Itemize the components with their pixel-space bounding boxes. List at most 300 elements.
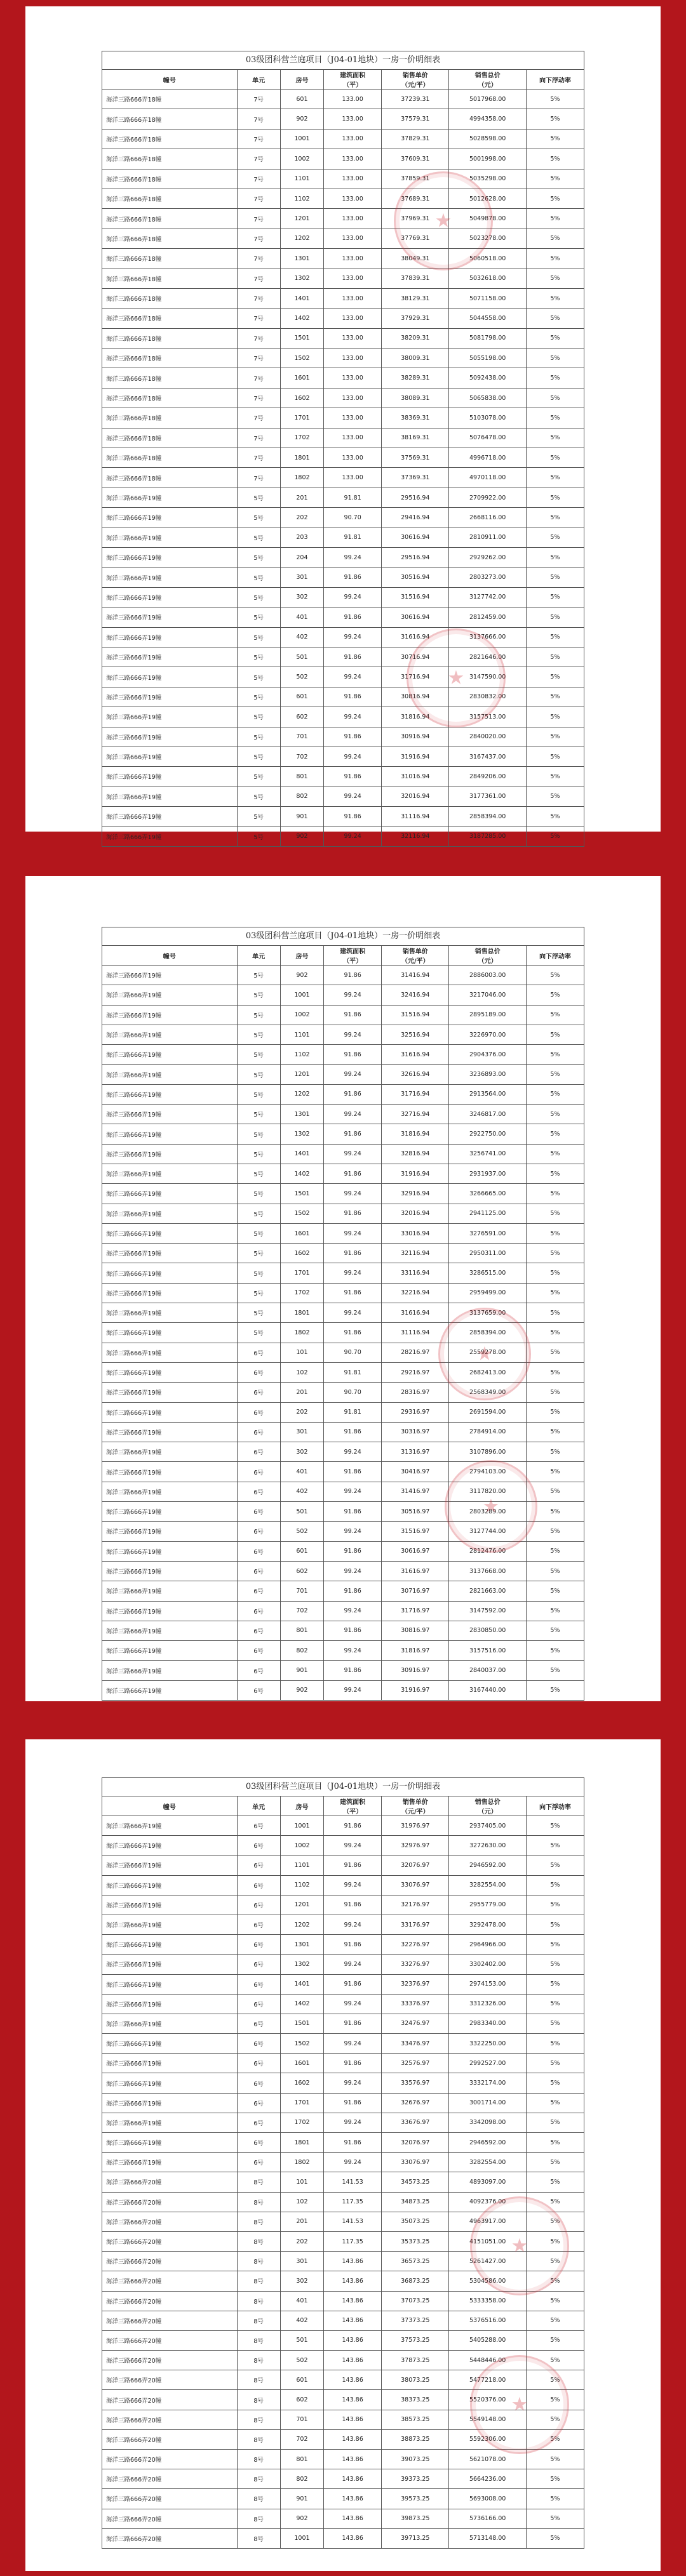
table-row (102, 627, 584, 647)
cell-unit-price: 39713.25 (382, 2528, 449, 2548)
cell-area: 143.86 (324, 2528, 382, 2548)
table-row (102, 767, 584, 787)
cell-discount-rate: 5% (526, 1601, 584, 1621)
cell-total-price: 3312326.00 (449, 1994, 526, 2014)
cell-discount-rate: 5% (526, 547, 584, 567)
cell-discount-rate: 5% (526, 1124, 584, 1144)
table-row (102, 288, 584, 308)
column-header-area: 建筑面积 （平） (324, 1796, 382, 1816)
cell-building: 海洋三路666弄19幢 (102, 1462, 238, 1482)
cell-building: 海洋三路666弄18幢 (102, 169, 238, 189)
cell-unit: 5号 (237, 1303, 280, 1323)
cell-discount-rate: 5% (526, 2212, 584, 2231)
cell-room: 1501 (280, 328, 323, 348)
cell-building: 海洋三路666弄18幢 (102, 249, 238, 269)
table-title: 03级团科营兰庭项目（J04-01地块）一房一价明细表 (102, 1777, 584, 1796)
cell-building: 海洋三路666弄19幢 (102, 1323, 238, 1343)
cell-discount-rate: 5% (526, 1283, 584, 1303)
cell-area: 90.70 (324, 1383, 382, 1402)
cell-discount-rate: 5% (526, 1343, 584, 1362)
cell-discount-rate: 5% (526, 2469, 584, 2489)
cell-discount-rate: 5% (526, 1974, 584, 1994)
cell-total-price: 5103078.00 (449, 408, 526, 428)
cell-unit-price: 32476.97 (382, 2014, 449, 2033)
cell-unit: 7号 (237, 448, 280, 468)
cell-discount-rate: 5% (526, 1680, 584, 1700)
cell-discount-rate: 5% (526, 1303, 584, 1323)
cell-unit: 7号 (237, 309, 280, 328)
cell-unit: 7号 (237, 169, 280, 189)
cell-building: 海洋三路666弄19幢 (102, 1065, 238, 1084)
cell-area: 91.86 (324, 1935, 382, 1955)
table-header-row (102, 1796, 584, 1816)
table-row (102, 349, 584, 368)
cell-discount-rate: 5% (526, 1895, 584, 1915)
cell-building: 海洋三路666弄19幢 (102, 1084, 238, 1104)
cell-room: 1602 (280, 2073, 323, 2093)
cell-room: 1301 (280, 249, 323, 269)
cell-room: 1302 (280, 1955, 323, 1974)
cell-discount-rate: 5% (526, 249, 584, 269)
cell-unit-price: 37689.31 (382, 189, 449, 208)
cell-unit-price: 31916.94 (382, 747, 449, 766)
cell-discount-rate: 5% (526, 1402, 584, 1422)
cell-unit-price: 31916.94 (382, 1164, 449, 1183)
cell-building: 海洋三路666弄19幢 (102, 1502, 238, 1522)
cell-building: 海洋三路666弄19幢 (102, 1915, 238, 1934)
cell-building: 海洋三路666弄18幢 (102, 288, 238, 308)
cell-unit-price: 31616.97 (382, 1561, 449, 1581)
cell-unit: 8号 (237, 2390, 280, 2410)
cell-unit: 8号 (237, 2212, 280, 2231)
cell-room: 1402 (280, 1994, 323, 2014)
cell-discount-rate: 5% (526, 568, 584, 587)
table-row (102, 1204, 584, 1223)
cell-total-price: 2849206.00 (449, 767, 526, 787)
cell-discount-rate: 5% (526, 2014, 584, 2033)
cell-room: 202 (280, 2231, 323, 2251)
cell-discount-rate: 5% (526, 528, 584, 547)
table-row (102, 2133, 584, 2153)
cell-unit-price: 38129.31 (382, 288, 449, 308)
cell-total-price: 3001714.00 (449, 2093, 526, 2113)
cell-discount-rate: 5% (526, 2390, 584, 2410)
cell-unit: 5号 (237, 985, 280, 1005)
cell-discount-rate: 5% (526, 1816, 584, 1836)
cell-area: 99.24 (324, 827, 382, 846)
cell-unit: 7号 (237, 428, 280, 448)
cell-building: 海洋三路666弄20幢 (102, 2410, 238, 2429)
cell-area: 91.86 (324, 1621, 382, 1640)
cell-area: 91.86 (324, 1895, 382, 1915)
cell-unit: 6号 (237, 2034, 280, 2054)
cell-area: 99.24 (324, 2113, 382, 2132)
cell-building: 海洋三路666弄19幢 (102, 607, 238, 627)
table-row (102, 1661, 584, 1680)
cell-room: 902 (280, 2509, 323, 2528)
cell-unit: 6号 (237, 1561, 280, 1581)
cell-area: 91.81 (324, 1402, 382, 1422)
cell-discount-rate: 5% (526, 1223, 584, 1243)
cell-unit-price: 33116.94 (382, 1263, 449, 1283)
cell-discount-rate: 5% (526, 2291, 584, 2311)
cell-room: 1001 (280, 129, 323, 149)
cell-building: 海洋三路666弄19幢 (102, 528, 238, 547)
table-row (102, 1502, 584, 1522)
cell-room: 501 (280, 1502, 323, 1522)
cell-area: 143.86 (324, 2330, 382, 2350)
cell-unit-price: 33076.97 (382, 1875, 449, 1895)
cell-room: 901 (280, 807, 323, 827)
cell-building: 海洋三路666弄19幢 (102, 1601, 238, 1621)
cell-unit: 6号 (237, 2093, 280, 2113)
table-row (102, 707, 584, 727)
cell-room: 1401 (280, 288, 323, 308)
cell-unit-price: 37373.25 (382, 2311, 449, 2330)
table-row (102, 1915, 584, 1934)
cell-unit-price: 33576.97 (382, 2073, 449, 2093)
cell-area: 99.24 (324, 747, 382, 766)
cell-unit: 5号 (237, 1005, 280, 1025)
cell-unit: 8号 (237, 2271, 280, 2291)
cell-unit-price: 30916.97 (382, 1661, 449, 1680)
cell-building: 海洋三路666弄19幢 (102, 1641, 238, 1661)
cell-unit: 5号 (237, 1025, 280, 1044)
cell-total-price: 2937405.00 (449, 1816, 526, 1836)
cell-discount-rate: 5% (526, 269, 584, 288)
cell-discount-rate: 5% (526, 328, 584, 348)
cell-unit: 5号 (237, 627, 280, 647)
cell-discount-rate: 5% (526, 2252, 584, 2271)
cell-area: 133.00 (324, 229, 382, 248)
cell-total-price: 2904376.00 (449, 1045, 526, 1065)
cell-discount-rate: 5% (526, 767, 584, 787)
cell-room: 1601 (280, 2054, 323, 2073)
cell-unit: 7号 (237, 229, 280, 248)
cell-building: 海洋三路666弄19幢 (102, 1025, 238, 1044)
cell-room: 201 (280, 1383, 323, 1402)
cell-unit: 7号 (237, 388, 280, 408)
cell-area: 99.24 (324, 1482, 382, 1501)
table-row (102, 1621, 584, 1640)
cell-room: 902 (280, 966, 323, 985)
cell-area: 133.00 (324, 428, 382, 448)
cell-unit-price: 39573.25 (382, 2489, 449, 2509)
table-row (102, 1442, 584, 1462)
cell-total-price: 5376516.00 (449, 2311, 526, 2330)
table-row (102, 428, 584, 448)
cell-area: 91.86 (324, 767, 382, 787)
cell-building: 海洋三路666弄19幢 (102, 1442, 238, 1462)
cell-discount-rate: 5% (526, 368, 584, 388)
column-header-unit: 单元 (237, 946, 280, 966)
table-row (102, 1124, 584, 1144)
table-row (102, 1641, 584, 1661)
cell-room: 1701 (280, 2093, 323, 2113)
column-header-unit-price: 销售单价 （元/平） (382, 70, 449, 90)
cell-discount-rate: 5% (526, 1204, 584, 1223)
cell-room: 1701 (280, 1263, 323, 1283)
cell-area: 90.70 (324, 508, 382, 528)
cell-area: 99.24 (324, 667, 382, 687)
cell-building: 海洋三路666弄20幢 (102, 2212, 238, 2231)
cell-discount-rate: 5% (526, 627, 584, 647)
price-table (102, 945, 584, 1701)
cell-building: 海洋三路666弄18幢 (102, 448, 238, 468)
cell-building: 海洋三路666弄20幢 (102, 2231, 238, 2251)
cell-unit-price: 31816.97 (382, 1641, 449, 1661)
cell-discount-rate: 5% (526, 2528, 584, 2548)
cell-building: 海洋三路666弄20幢 (102, 2330, 238, 2350)
cell-unit-price: 30316.97 (382, 1422, 449, 1442)
cell-total-price: 5736166.00 (449, 2509, 526, 2528)
cell-discount-rate: 5% (526, 1541, 584, 1561)
cell-discount-rate: 5% (526, 747, 584, 766)
cell-discount-rate: 5% (526, 1323, 584, 1343)
cell-discount-rate: 5% (526, 1955, 584, 1974)
cell-total-price: 2913564.00 (449, 1084, 526, 1104)
cell-area: 99.24 (324, 1184, 382, 1204)
cell-unit-price: 37839.31 (382, 269, 449, 288)
cell-unit: 6号 (237, 2133, 280, 2153)
cell-building: 海洋三路666弄20幢 (102, 2311, 238, 2330)
cell-unit-price: 38049.31 (382, 249, 449, 269)
cell-discount-rate: 5% (526, 707, 584, 727)
column-header-discount-rate: 向下浮动率 (526, 946, 584, 966)
cell-unit-price: 31016.94 (382, 767, 449, 787)
cell-area: 91.86 (324, 1045, 382, 1065)
cell-unit-price: 39373.25 (382, 2469, 449, 2489)
cell-room: 1501 (280, 1184, 323, 1204)
cell-unit-price: 37239.31 (382, 90, 449, 109)
cell-room: 1402 (280, 309, 323, 328)
cell-room: 701 (280, 1581, 323, 1601)
cell-building: 海洋三路666弄19幢 (102, 985, 238, 1005)
column-header-total-price: 销售总价 （元） (449, 946, 526, 966)
cell-area: 133.00 (324, 349, 382, 368)
cell-room: 1202 (280, 1915, 323, 1934)
cell-discount-rate: 5% (526, 1005, 584, 1025)
table-row (102, 607, 584, 627)
table-row (102, 2429, 584, 2449)
cell-unit-price: 37609.31 (382, 149, 449, 169)
cell-unit: 7号 (237, 90, 280, 109)
cell-building: 海洋三路666弄19幢 (102, 1204, 238, 1223)
cell-area: 143.86 (324, 2252, 382, 2271)
cell-discount-rate: 5% (526, 1263, 584, 1283)
cell-building: 海洋三路666弄19幢 (102, 647, 238, 667)
cell-building: 海洋三路666弄19幢 (102, 2054, 238, 2073)
table-row (102, 2212, 584, 2231)
column-header-unit-price: 销售单价 （元/平） (382, 946, 449, 966)
cell-room: 702 (280, 1601, 323, 1621)
cell-unit-price: 39073.25 (382, 2450, 449, 2469)
table-row (102, 448, 584, 468)
cell-discount-rate: 5% (526, 2172, 584, 2192)
cell-area: 133.00 (324, 109, 382, 129)
cell-building: 海洋三路666弄18幢 (102, 209, 238, 229)
cell-room: 802 (280, 787, 323, 806)
cell-unit-price: 38169.31 (382, 428, 449, 448)
cell-area: 99.24 (324, 1875, 382, 1895)
cell-total-price: 5621078.00 (449, 2450, 526, 2469)
cell-discount-rate: 5% (526, 2489, 584, 2509)
cell-building: 海洋三路666弄19幢 (102, 1680, 238, 1700)
cell-unit-price: 31116.94 (382, 1323, 449, 1343)
cell-unit-price: 32816.94 (382, 1144, 449, 1164)
cell-building: 海洋三路666弄19幢 (102, 1994, 238, 2014)
cell-unit-price: 32016.94 (382, 787, 449, 806)
cell-unit: 6号 (237, 1522, 280, 1541)
cell-unit: 5号 (237, 667, 280, 687)
cell-total-price: 2858394.00 (449, 807, 526, 827)
cell-building: 海洋三路666弄19幢 (102, 568, 238, 587)
cell-unit-price: 33676.97 (382, 2113, 449, 2132)
cell-area: 133.00 (324, 129, 382, 149)
cell-area: 99.24 (324, 1442, 382, 1462)
cell-room: 1601 (280, 1223, 323, 1243)
cell-total-price: 3147592.00 (449, 1601, 526, 1621)
cell-area: 91.86 (324, 1164, 382, 1183)
cell-unit-price: 33176.97 (382, 1915, 449, 1934)
cell-total-price: 5012628.00 (449, 189, 526, 208)
cell-area: 99.24 (324, 1303, 382, 1323)
cell-total-price: 5549148.00 (449, 2410, 526, 2429)
cell-unit-price: 38209.31 (382, 328, 449, 348)
cell-room: 1102 (280, 1875, 323, 1895)
column-header-area: 建筑面积 （平） (324, 70, 382, 90)
table-row (102, 747, 584, 766)
cell-building: 海洋三路666弄20幢 (102, 2528, 238, 2548)
cell-total-price: 3322250.00 (449, 2034, 526, 2054)
cell-room: 1701 (280, 408, 323, 428)
cell-unit-price: 30716.97 (382, 1581, 449, 1601)
cell-building: 海洋三路666弄19幢 (102, 1895, 238, 1915)
cell-unit-price: 38073.25 (382, 2370, 449, 2390)
column-header-discount-rate: 向下浮动率 (526, 70, 584, 90)
cell-room: 1401 (280, 1144, 323, 1164)
cell-total-price: 5049878.00 (449, 209, 526, 229)
column-header-room: 房号 (280, 70, 323, 90)
cell-total-price: 3276591.00 (449, 1223, 526, 1243)
cell-unit-price: 32216.94 (382, 1283, 449, 1303)
cell-building: 海洋三路666弄19幢 (102, 1482, 238, 1501)
cell-unit-price: 35373.25 (382, 2231, 449, 2251)
cell-discount-rate: 5% (526, 428, 584, 448)
cell-unit: 6号 (237, 2073, 280, 2093)
cell-total-price: 3286515.00 (449, 1263, 526, 1283)
cell-room: 1101 (280, 1025, 323, 1044)
table-row (102, 508, 584, 528)
cell-unit: 6号 (237, 1422, 280, 1442)
cell-building: 海洋三路666弄18幢 (102, 349, 238, 368)
cell-total-price: 4996718.00 (449, 448, 526, 468)
cell-unit: 5号 (237, 687, 280, 707)
cell-room: 1001 (280, 985, 323, 1005)
cell-discount-rate: 5% (526, 2429, 584, 2449)
cell-area: 91.86 (324, 1323, 382, 1343)
cell-total-price: 4970118.00 (449, 468, 526, 488)
cell-unit: 5号 (237, 1164, 280, 1183)
cell-room: 1201 (280, 1895, 323, 1915)
table-row (102, 2073, 584, 2093)
cell-total-price: 2821646.00 (449, 647, 526, 667)
cell-area: 141.53 (324, 2212, 382, 2231)
cell-total-price: 2810911.00 (449, 528, 526, 547)
cell-area: 99.24 (324, 1915, 382, 1934)
cell-total-price: 3107896.00 (449, 1442, 526, 1462)
table-row (102, 2450, 584, 2469)
cell-unit: 5号 (237, 1204, 280, 1223)
table-row (102, 568, 584, 587)
cell-building: 海洋三路666弄19幢 (102, 1661, 238, 1680)
cell-area: 143.86 (324, 2469, 382, 2489)
cell-unit: 5号 (237, 807, 280, 827)
table-row (102, 1601, 584, 1621)
cell-room: 601 (280, 687, 323, 707)
cell-discount-rate: 5% (526, 149, 584, 169)
cell-total-price: 3137668.00 (449, 1561, 526, 1581)
cell-total-price: 2821663.00 (449, 1581, 526, 1601)
cell-discount-rate: 5% (526, 787, 584, 806)
cell-unit-price: 37873.25 (382, 2351, 449, 2370)
cell-room: 1702 (280, 428, 323, 448)
cell-room: 302 (280, 2271, 323, 2291)
cell-unit: 5号 (237, 607, 280, 627)
cell-total-price: 2974153.00 (449, 1974, 526, 1994)
cell-area: 91.86 (324, 647, 382, 667)
table-row (102, 1561, 584, 1581)
cell-area: 99.24 (324, 1263, 382, 1283)
cell-building: 海洋三路666弄20幢 (102, 2351, 238, 2370)
table-row (102, 149, 584, 169)
cell-area: 91.86 (324, 1502, 382, 1522)
cell-total-price: 2941125.00 (449, 1204, 526, 1223)
cell-discount-rate: 5% (526, 129, 584, 149)
cell-total-price: 3266665.00 (449, 1184, 526, 1204)
cell-room: 1202 (280, 229, 323, 248)
cell-unit-price: 38369.31 (382, 408, 449, 428)
cell-discount-rate: 5% (526, 349, 584, 368)
cell-unit: 5号 (237, 727, 280, 747)
cell-area: 133.00 (324, 189, 382, 208)
cell-discount-rate: 5% (526, 1522, 584, 1541)
cell-area: 143.86 (324, 2410, 382, 2429)
cell-discount-rate: 5% (526, 1383, 584, 1402)
table-row (102, 2469, 584, 2489)
cell-unit-price: 32676.97 (382, 2093, 449, 2113)
cell-unit-price: 37769.31 (382, 229, 449, 248)
cell-total-price: 2858394.00 (449, 1323, 526, 1343)
table-title: 03级团科营兰庭项目（J04-01地块）一房一价明细表 (102, 927, 584, 945)
cell-unit: 5号 (237, 1184, 280, 1204)
cell-area: 99.24 (324, 2153, 382, 2172)
cell-unit: 8号 (237, 2370, 280, 2390)
cell-unit: 7号 (237, 349, 280, 368)
cell-room: 1801 (280, 448, 323, 468)
cell-area: 90.70 (324, 1343, 382, 1362)
cell-total-price: 5664236.00 (449, 2469, 526, 2489)
cell-total-price: 5448446.00 (449, 2351, 526, 2370)
cell-room: 1802 (280, 2153, 323, 2172)
cell-building: 海洋三路666弄19幢 (102, 1343, 238, 1362)
cell-building: 海洋三路666弄19幢 (102, 1105, 238, 1124)
cell-unit-price: 31976.97 (382, 1816, 449, 1836)
column-header-room: 房号 (280, 1796, 323, 1816)
cell-building: 海洋三路666弄19幢 (102, 2014, 238, 2033)
table-row (102, 2192, 584, 2212)
cell-area: 99.24 (324, 1561, 382, 1581)
